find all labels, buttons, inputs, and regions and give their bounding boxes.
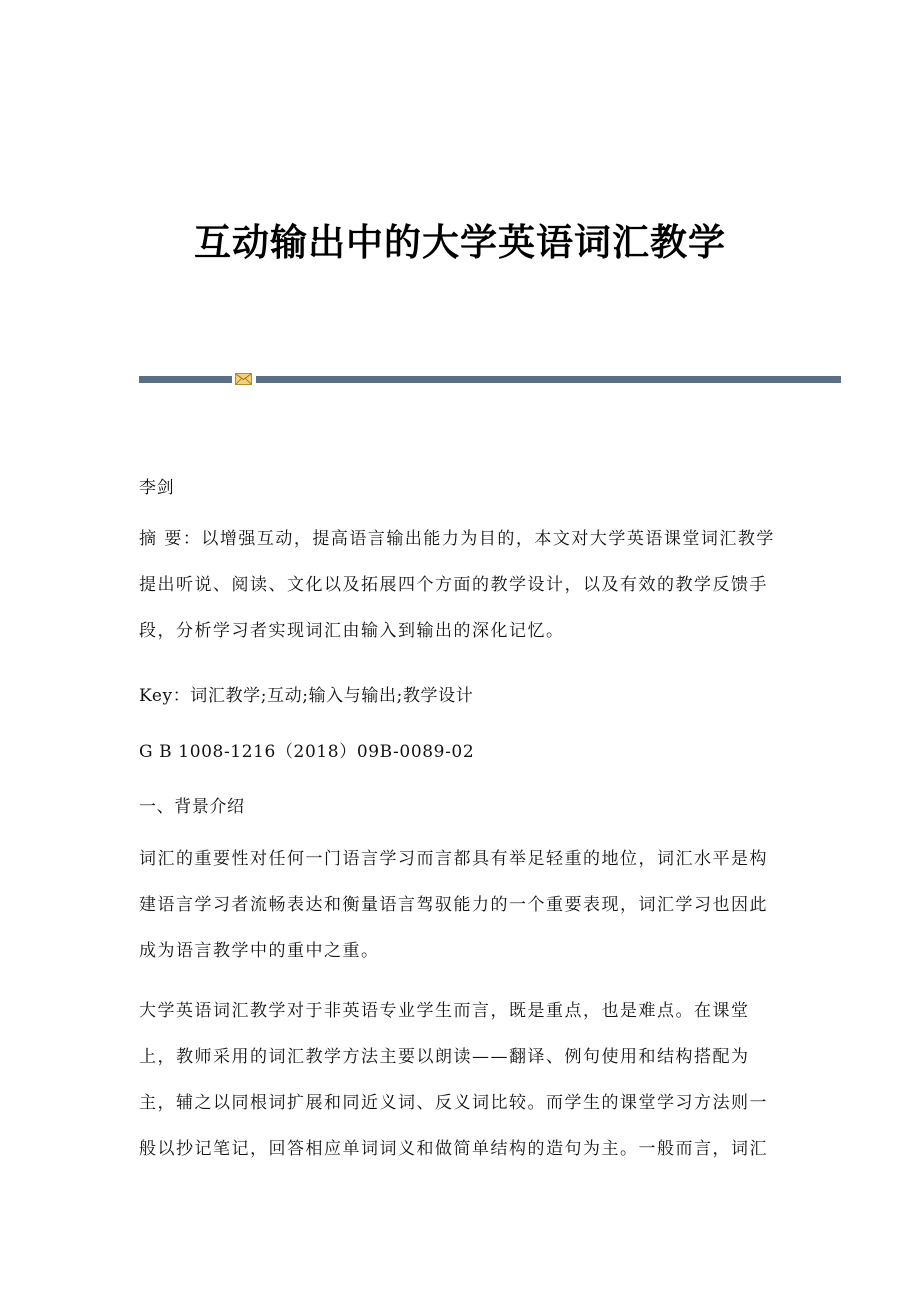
abstract: 摘 要：以增强互动，提高语言输出能力为目的，本文对大学英语课堂词汇教学提出听说、阅读、文化以及拓展四个方面的教学设计，以及有效的教学反馈手段，分析学习者实现词汇由输入到输出的深化记忆。 xyxy=(139,529,775,641)
title-divider xyxy=(139,373,841,385)
keywords: Key：词汇教学;互动;输入与输出;教学设计 xyxy=(139,686,474,706)
divider-bar-right xyxy=(256,376,841,383)
section-heading: 一、背景介绍 xyxy=(139,797,245,817)
classification-code: G B 1008-1216（2018）09B-0089-02 xyxy=(139,742,475,762)
paragraph: 词汇的重要性对任何一门语言学习而言都具有举足轻重的地位，词汇水平是构建语言学习者流畅表达和衡量语言驾驭能力的一个重要表现，词汇学习也因此成为语言教学中的重中之重。 xyxy=(139,849,768,961)
divider-bar-left xyxy=(139,376,232,383)
page-title: 互动输出中的大学英语词汇教学 xyxy=(194,221,726,264)
divider-ornament-icon xyxy=(235,373,252,385)
paragraph: 大学英语词汇教学对于非英语专业学生而言，既是重点，也是难点。在课堂上，教师采用的词汇教学方法主要以朗读——翻译、例句使用和结构搭配为主，辅之以同根词扩展和同近义词、反义词比较。而学生的课堂学习方法则一般以抄记笔记，回答相应单词词义和做简单结构的造句为主。一般而言，词汇 xyxy=(139,1001,768,1159)
author: 李剑 xyxy=(139,478,175,498)
